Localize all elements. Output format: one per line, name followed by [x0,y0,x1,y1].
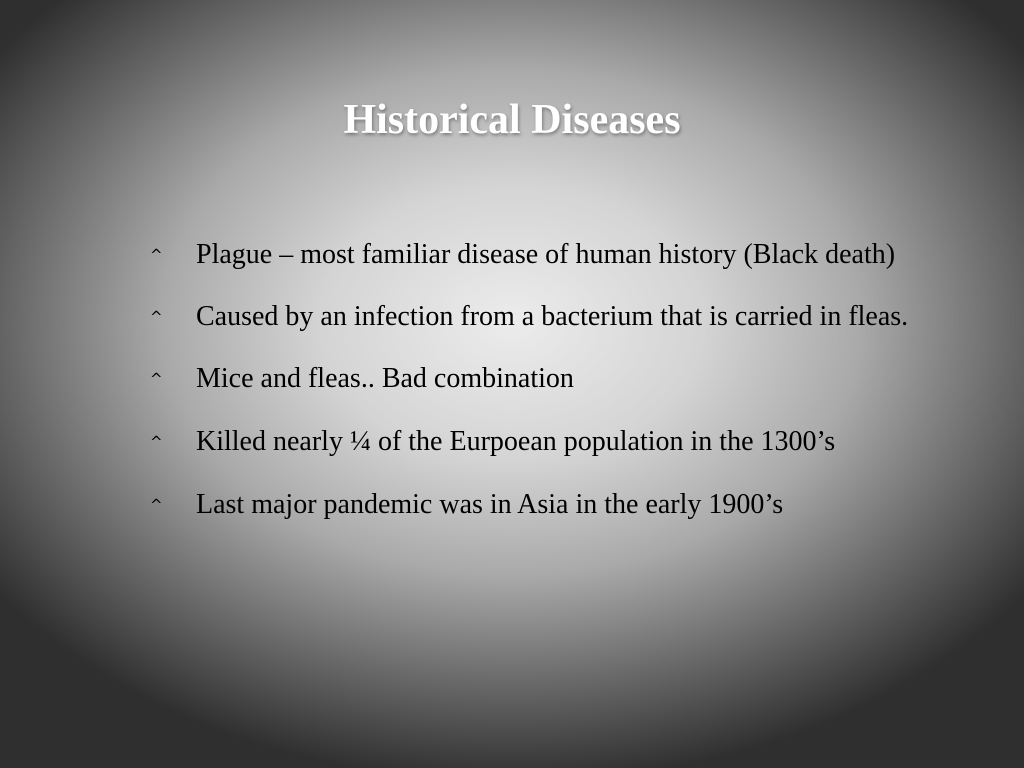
bullet-text: Caused by an infection from a bacterium that is carried in fleas. [196,301,909,332]
caret-up-icon: ^ [150,433,163,451]
caret-up-icon: ^ [150,370,163,388]
bullet-text: Killed nearly ¼ of the Eurpoean population in the 1300’s [196,426,836,457]
bullet-item [150,236,940,274]
bullet-item [150,298,940,336]
bullet-text: Plague – most familiar disease of human history (Black death) [196,239,896,270]
bullet-item [150,486,940,524]
bullet-text: Mice and fleas.. Bad combination [196,363,574,394]
caret-up-icon: ^ [150,246,163,264]
slide-title: Historical Diseases [343,97,681,143]
bullet-text: Last major pandemic was in Asia in the early 1900’s [196,489,784,520]
bullet-list [150,236,940,549]
caret-up-icon: ^ [150,308,163,326]
caret-up-icon: ^ [150,496,163,514]
bullet-item [150,360,940,398]
bullet-item [150,423,940,461]
